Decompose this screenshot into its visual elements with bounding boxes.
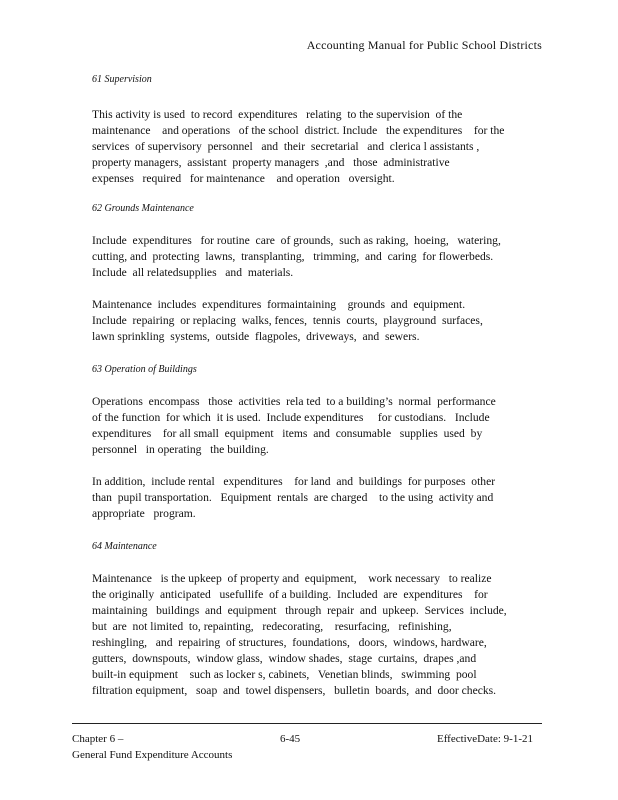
text-line: expenses required for maintenance and operation oversight. — [92, 172, 395, 185]
page-header-title: Accounting Manual for Public School Districts — [306, 38, 542, 52]
text-line: expenditures for all small equipment items and consumable supplies used by — [92, 427, 483, 440]
text-line: lawn sprinkling systems, outside flagpoles, driveways, and sewers. — [92, 330, 420, 343]
text-line: Maintenance includes expenditures formaintaining grounds and equipment. — [92, 298, 466, 311]
section-heading-61: 61 Supervision — [92, 74, 152, 85]
text-line: maintenance and operations of the school district. Include the expenditures for the — [92, 124, 505, 137]
text-line: built-in equipment such as locker s, cabinets, Venetian blinds, swimming pool — [92, 668, 477, 681]
paragraph-grounds-1 — [92, 233, 536, 281]
section-heading-62: 62 Grounds Maintenance — [92, 203, 194, 214]
text-line: of the function for which it is used. Include expenditures for custodians. Include — [92, 411, 490, 424]
text-line: maintaining buildings and equipment through repair and upkeep. Services include, — [92, 604, 507, 617]
text-line: appropriate program. — [92, 507, 196, 520]
text-line: property managers, assistant property managers ,and those administrative — [92, 156, 450, 169]
text-line: Include repairing or replacing walks, fences, tennis courts, playground surfaces, — [92, 314, 483, 327]
paragraph-grounds-2 — [92, 297, 536, 345]
text-line: Operations encompass those activities rela ted to a building’s normal performance — [92, 395, 496, 408]
paragraph-maintenance — [92, 571, 536, 699]
text-line: than pupil transportation. Equipment rentals are charged to the using activity and — [92, 491, 494, 504]
footer-page-number: 6-45 — [280, 733, 301, 745]
footer-effective-date: EffectiveDate: 9-1-21 — [436, 733, 533, 745]
paragraph-supervision — [92, 107, 536, 187]
text-line: This activity is used to record expenditures relating to the supervision of the — [92, 108, 463, 121]
text-line: personnel in operating the building. — [92, 443, 269, 456]
footer-chapter-subtitle: General Fund Expenditure Accounts — [72, 749, 233, 761]
text-line: filtration equipment, soap and towel dispensers, bulletin boards, and door checks. — [92, 684, 497, 697]
text-line: cutting, and protecting lawns, transplanting, trimming, and caring for flowerbeds. — [92, 250, 494, 263]
text-line: the originally anticipated usefullife of a building. Included are expenditures for — [92, 588, 488, 601]
text-line: but are not limited to, repainting, redecorating, resurfacing, refinishing, — [92, 620, 452, 633]
text-line: In addition, include rental expenditures for land and buildings for purposes other — [92, 475, 496, 488]
text-line: Include expenditures for routine care of grounds, such as raking, hoeing, watering, — [92, 234, 501, 247]
section-heading-63: 63 Operation of Buildings — [92, 364, 197, 375]
text-line: Maintenance is the upkeep of property and equipment, work necessary to realize — [92, 572, 492, 585]
text-line: services of supervisory personnel and their secretarial and clerica l assistants , — [92, 140, 480, 153]
text-line: Include all relatedsupplies and materials. — [92, 266, 294, 279]
footer-chapter: Chapter 6 – — [72, 733, 124, 745]
footer-divider — [72, 723, 542, 724]
paragraph-operation-2 — [92, 474, 536, 522]
text-line: reshingling, and repairing of structures, foundations, doors, windows, hardware, — [92, 636, 487, 649]
text-line: gutters, downspouts, window glass, window shades, stage curtains, drapes ,and — [92, 652, 477, 665]
section-heading-64: 64 Maintenance — [92, 541, 157, 552]
paragraph-operation-1 — [92, 394, 536, 458]
